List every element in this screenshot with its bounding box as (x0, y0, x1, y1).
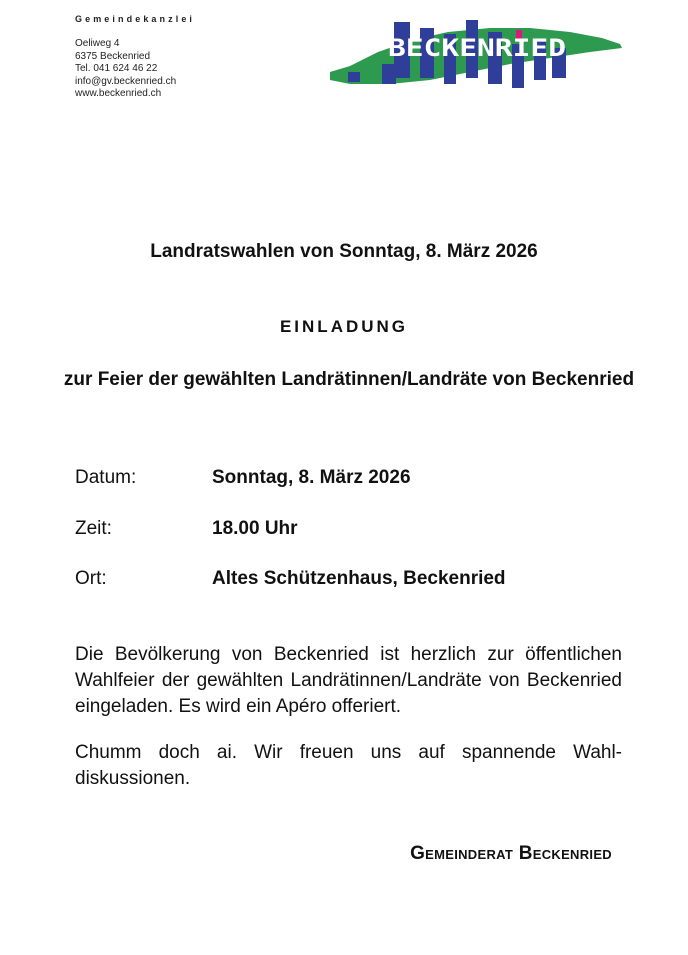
page-title: Landratswahlen von Sonntag, 8. März 2026 (150, 241, 538, 262)
detail-value: Altes Schützenhaus, Beckenried (212, 568, 506, 589)
detail-label: Zeit: (75, 518, 112, 539)
detail-label: Ort: (75, 568, 107, 589)
address-phone: Tel. 041 624 46 22 (75, 63, 158, 74)
address-web: www.beckenried.ch (75, 88, 162, 99)
address-email: info@gv.beckenried.ch (75, 75, 177, 87)
detail-value: 18.00 Uhr (212, 518, 298, 539)
office-name: Gemeindekanzlei (75, 14, 196, 24)
invitation-paragraph: Die Bevölkerung von Beckenried ist herzlich zur öffentlichen Wahlfeier der gewählten Landrätinnen/Landräte von Beckenried eingeladen. Es wird ein Apéro offeriert. (75, 644, 622, 717)
letterhead (75, 14, 195, 101)
logo-text: BECKENRIED (388, 34, 566, 62)
detail-value: Sonntag, 8. März 2026 (212, 467, 411, 488)
beckenried-logo (330, 14, 622, 88)
address-block (75, 38, 195, 101)
detail-label: Datum: (75, 467, 137, 488)
invitation-heading: EINLADUNG (279, 317, 409, 336)
subtitle: zur Feier der gewählten Landrätinnen/Landräte von Beckenried (63, 369, 635, 390)
address-city: 6375 Beckenried (75, 50, 151, 62)
signature: Gemeinderat Beckenried (410, 843, 612, 864)
address-street: Oeliweg 4 (75, 38, 120, 49)
closing-paragraph: Chumm doch ai. Wir freuen uns auf spannende Wahldiskussionen. (75, 742, 622, 789)
